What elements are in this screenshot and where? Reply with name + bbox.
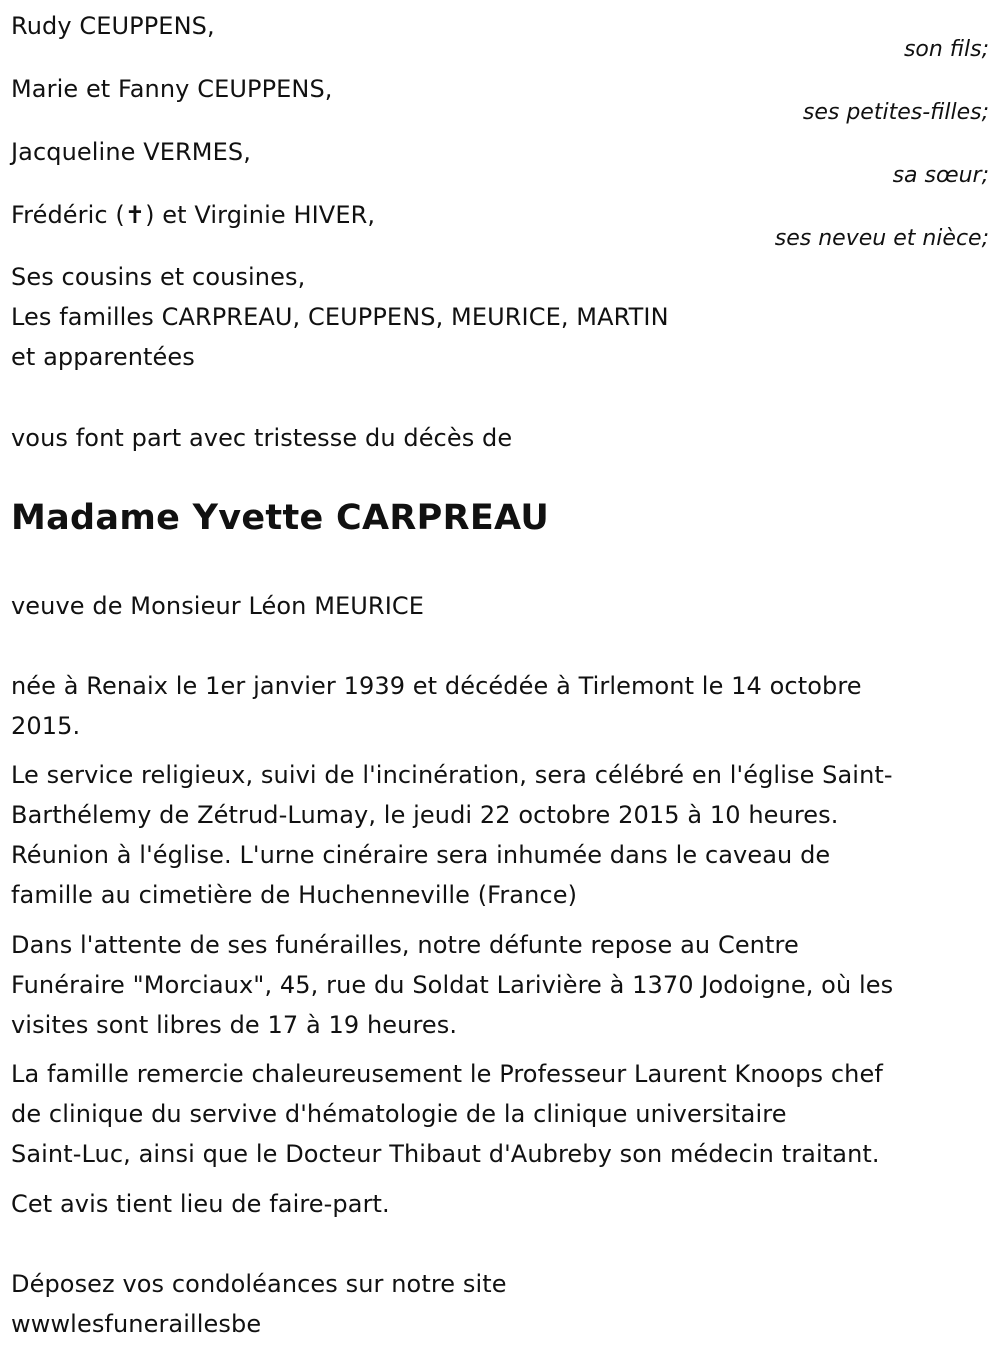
service-line: Réunion à l'église. L'urne cinéraire sera inhumée dans le caveau de: [11, 841, 831, 869]
family-member-name: Rudy CEUPPENS,: [11, 12, 215, 40]
birth-death-line: 2015.: [11, 712, 81, 740]
family-member-relation: ses neveu et nièce;: [774, 226, 989, 251]
visitation-line: Dans l'attente de ses funérailles, notre défunte repose au Centre: [11, 931, 799, 959]
relatives-line: Ses cousins et cousines,: [11, 263, 306, 291]
family-member-name: Frédéric (✝) et Virginie HIVER,: [11, 201, 376, 229]
condolences-text: Déposez vos condoléances sur notre site: [11, 1270, 507, 1298]
visitation-line: Funéraire "Morciaux", 45, rue du Soldat Larivière à 1370 Jodoigne, où les: [11, 971, 894, 999]
thanks-line: La famille remercie chaleureusement le Professeur Laurent Knoops chef: [11, 1060, 883, 1088]
announcement-text: vous font part avec tristesse du décès de: [11, 424, 513, 452]
service-line: Le service religieux, suivi de l'incinération, sera célébré en l'église Saint-: [11, 761, 893, 789]
condolences-website: wwwlesfuneraillesbe: [11, 1310, 262, 1338]
service-line: famille au cimetière de Huchenneville (France): [11, 881, 578, 909]
widow-of-text: veuve de Monsieur Léon MEURICE: [11, 592, 425, 620]
service-line: Barthélemy de Zétrud-Lumay, le jeudi 22 octobre 2015 à 10 heures.: [11, 801, 839, 829]
thanks-line: de clinique du servive d'hématologie de la clinique universitaire: [11, 1100, 787, 1128]
visitation-line: visites sont libres de 17 à 19 heures.: [11, 1011, 458, 1039]
notice-text: Cet avis tient lieu de faire-part.: [11, 1190, 390, 1218]
family-member-relation: sa sœur;: [892, 163, 989, 188]
deceased-name: Madame Yvette CARPREAU: [11, 498, 550, 538]
birth-death-line: née à Renaix le 1er janvier 1939 et décédée à Tirlemont le 14 octobre: [11, 672, 862, 700]
family-member-name: Marie et Fanny CEUPPENS,: [11, 75, 333, 103]
relatives-line: et apparentées: [11, 343, 195, 371]
family-member-relation: ses petites-filles;: [802, 100, 989, 125]
thanks-line: Saint-Luc, ainsi que le Docteur Thibaut d'Aubreby son médecin traitant.: [11, 1140, 880, 1168]
relatives-line: Les familles CARPREAU, CEUPPENS, MEURICE, MARTIN: [11, 303, 669, 331]
family-member-relation: son fils;: [903, 37, 989, 62]
family-member-name: Jacqueline VERMES,: [11, 138, 251, 166]
